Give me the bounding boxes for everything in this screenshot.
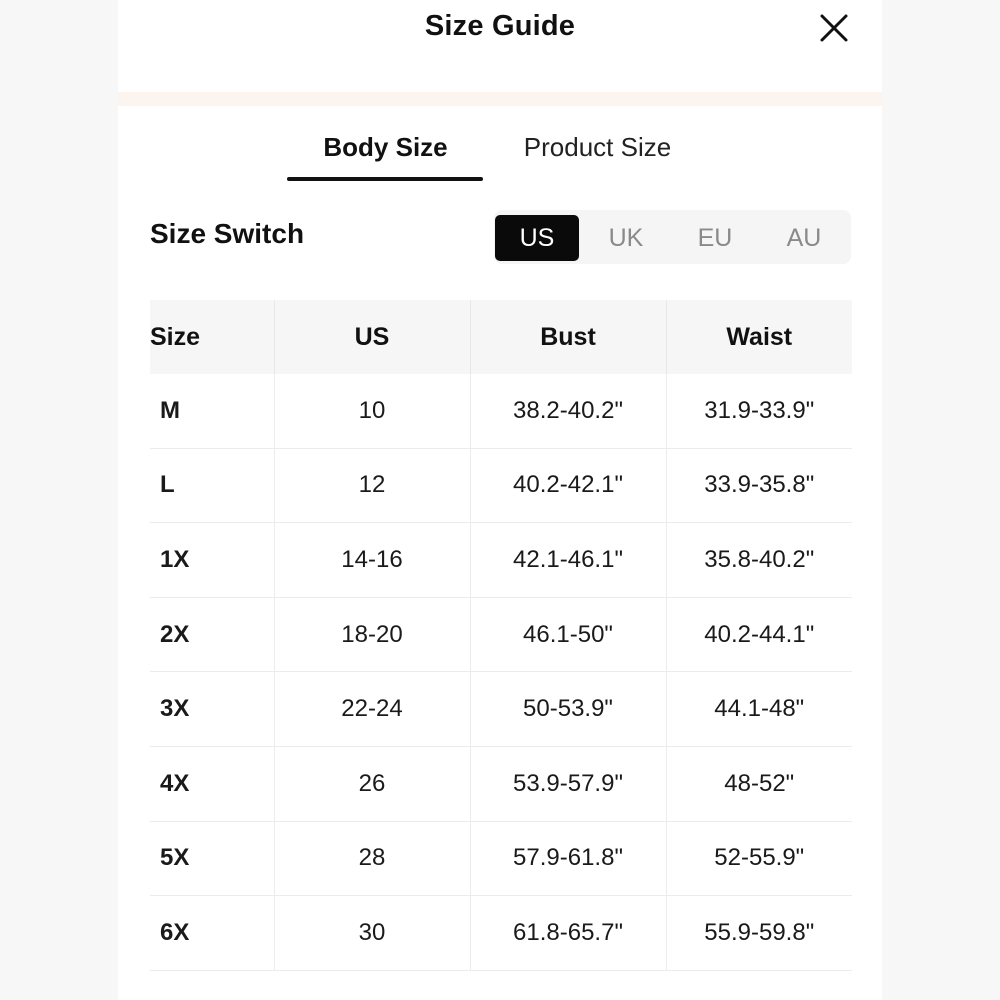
- waist-cell: 55.9-59.8": [666, 896, 852, 971]
- column-header-bust: Bust: [470, 300, 666, 374]
- size-switch-us[interactable]: US: [495, 215, 579, 261]
- table-row: [150, 374, 852, 448]
- size-cell: L: [150, 448, 274, 523]
- active-tab-indicator: [287, 177, 483, 181]
- size-chart-table: [150, 300, 852, 971]
- size-cell: M: [150, 374, 274, 448]
- table-row: [150, 746, 852, 821]
- us-cell: 18-20: [274, 597, 470, 672]
- table-row: [150, 672, 852, 747]
- close-button[interactable]: [818, 12, 850, 44]
- waist-cell: 31.9-33.9": [666, 374, 852, 448]
- bust-cell: 38.2-40.2": [470, 374, 666, 448]
- us-cell: 12: [274, 448, 470, 523]
- size-switch-group: [494, 210, 851, 264]
- tab-body-size[interactable]: Body Size: [323, 132, 448, 162]
- size-switch-eu[interactable]: EU: [697, 224, 733, 252]
- table-row: [150, 523, 852, 598]
- size-guide-modal: [118, 0, 882, 1000]
- us-cell: 14-16: [274, 523, 470, 598]
- bust-cell: 61.8-65.7": [470, 896, 666, 971]
- modal-header: [118, 0, 882, 92]
- size-tabs: [118, 106, 882, 186]
- size-cell: 1X: [150, 523, 274, 598]
- us-cell: 26: [274, 746, 470, 821]
- bust-cell: 42.1-46.1": [470, 523, 666, 598]
- backdrop-right: [882, 0, 1000, 1000]
- bust-cell: 57.9-61.8": [470, 821, 666, 896]
- waist-cell: 40.2-44.1": [666, 597, 852, 672]
- us-cell: 28: [274, 821, 470, 896]
- size-switch-uk[interactable]: UK: [608, 224, 644, 252]
- waist-cell: 33.9-35.8": [666, 448, 852, 523]
- modal-title: Size Guide: [424, 10, 576, 42]
- bust-cell: 40.2-42.1": [470, 448, 666, 523]
- us-cell: 30: [274, 896, 470, 971]
- size-cell: 4X: [150, 746, 274, 821]
- waist-cell: 52-55.9": [666, 821, 852, 896]
- size-cell: 3X: [150, 672, 274, 747]
- table-row: [150, 821, 852, 896]
- waist-cell: 35.8-40.2": [666, 523, 852, 598]
- bust-cell: 50-53.9": [470, 672, 666, 747]
- table-row: [150, 597, 852, 672]
- us-cell: 22-24: [274, 672, 470, 747]
- waist-cell: 48-52": [666, 746, 852, 821]
- tab-product-size[interactable]: Product Size: [523, 132, 672, 162]
- size-switch-au[interactable]: AU: [786, 224, 822, 252]
- column-header-waist: Waist: [666, 300, 852, 374]
- waist-cell: 44.1-48": [666, 672, 852, 747]
- backdrop-left: [0, 0, 118, 1000]
- column-header-size: Size: [150, 300, 274, 374]
- close-icon: [818, 12, 850, 44]
- column-header-us: US: [274, 300, 470, 374]
- table-header-row: [150, 300, 852, 374]
- bust-cell: 53.9-57.9": [470, 746, 666, 821]
- table-row: [150, 896, 852, 971]
- size-switch-label: Size Switch: [150, 218, 305, 249]
- header-divider: [118, 92, 882, 106]
- bust-cell: 46.1-50": [470, 597, 666, 672]
- size-cell: 5X: [150, 821, 274, 896]
- size-switch-row: [118, 186, 882, 286]
- size-cell: 6X: [150, 896, 274, 971]
- table-row: [150, 448, 852, 523]
- size-cell: 2X: [150, 597, 274, 672]
- us-cell: 10: [274, 374, 470, 448]
